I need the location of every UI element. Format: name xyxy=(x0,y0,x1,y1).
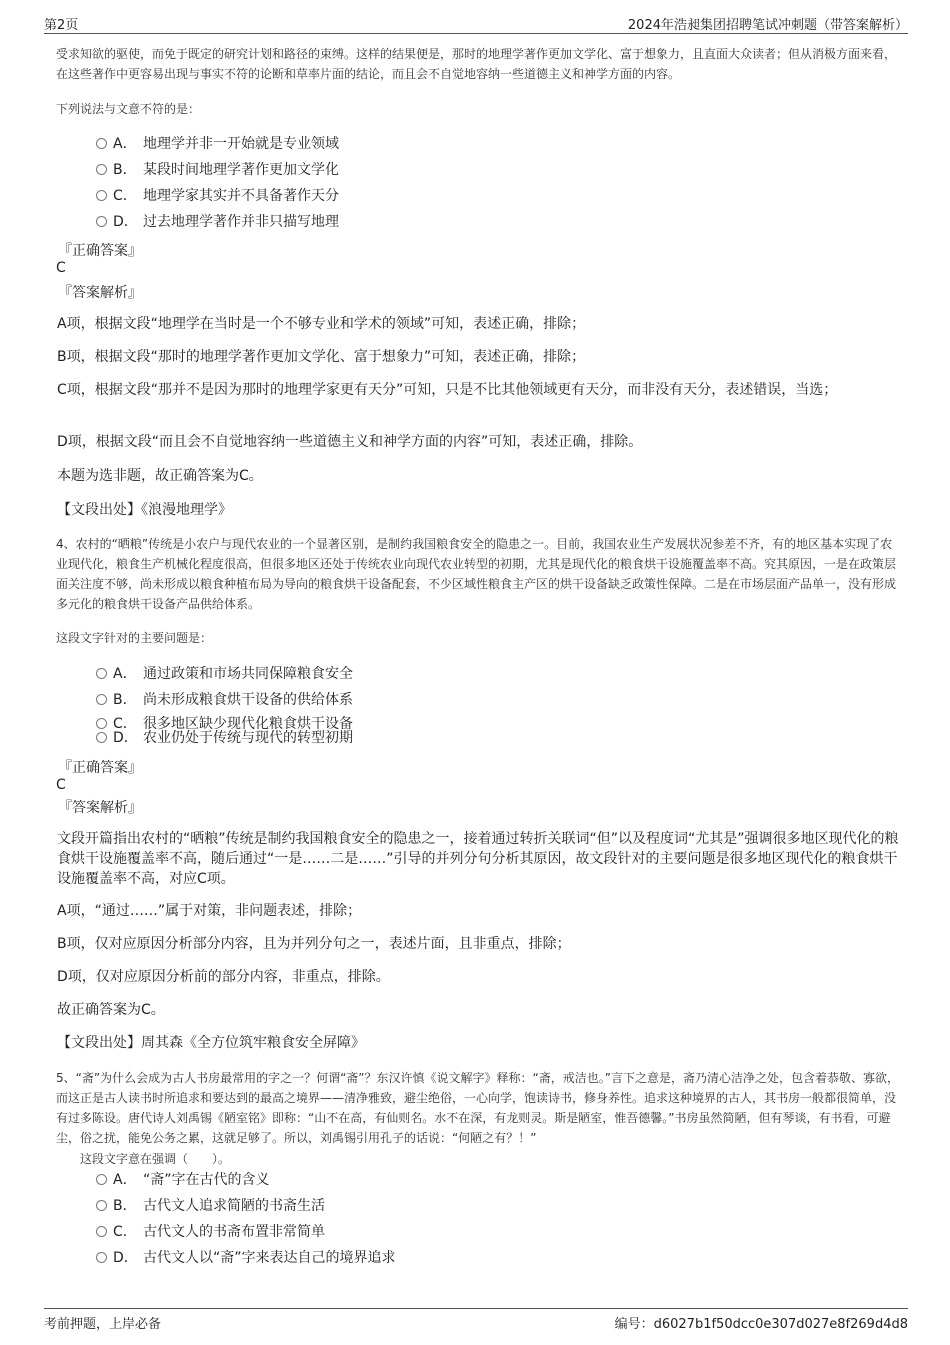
q4-passage: 4、农村的“晒粮”传统是小农户与现代农业的一个显著区别，是制约我国粮食安全的隐患之一。目前，我国农业生产发展状况参差不齐，有的地区基本实现了农业现代化，粮食生产机械化程度很高，但很多地区还处于传统农业向现代农业转型的初期，尤其是现代化的粮食烘干设施覆盖率不高。究其原因，一是在政策层面关注度不够，尚未形成以粮食种植布局为导向的粮食烘干设备配套，不少区域性粮食主产区的烘干设备缺乏政策性保障。二是在市场层面产品单一，没有形成多元化的粮食烘干设备产品供给体系。 xyxy=(56,537,897,611)
q3-option-b[interactable]: B． 某段时间地理学著作更加文学化 xyxy=(96,160,339,180)
q3-passage: 受求知欲的驱使，而免于既定的研究计划和路径的束缚。这样的结果便是，那时的地理学著作更加文学化、富于想象力，且直面大众读者；但从消极方面来看，在这些著作中更容易出现与事实不符的论断和草率片面的结论，而且会不自觉地容纳一些道德主义和神学方面的内容。 xyxy=(56,47,897,81)
q4-prompt: 这段文字针对的主要问题是： xyxy=(56,631,213,645)
page-header xyxy=(0,0,950,36)
q4-option-a[interactable]: A． 通过政策和市场共同保障粮食安全 xyxy=(96,664,353,684)
radio-icon[interactable] xyxy=(96,190,107,201)
q4-analysis-label: 『答案解析』 xyxy=(58,800,142,816)
radio-icon[interactable] xyxy=(96,694,107,705)
q5-option-c[interactable]: C． 古代文人的书斋布置非常简单 xyxy=(96,1222,325,1242)
q3-option-d[interactable]: D． 过去地理学著作并非只描写地理 xyxy=(96,212,339,232)
q5-passage: 5、“斋”为什么会成为古人书房最常用的字之一？何谓“斋”？东汉许慎《说文解字》释称：“斋，戒洁也。”言下之意是，斋乃清心洁净之处，包含着恭敬、寡欲，而这正是古人读书时所追求和要达到的最高之境界——清净雅致，避尘绝俗，一心向学，饱读诗书，修身养性。追求这种境界的古人，其书房一般都很简单，没有过多陈设。唐代诗人刘禹锡《陋室铭》即称：“山不在高，有仙则名。水不在深，有龙则灵。斯是陋室，惟吾德馨。”书房虽然简陋，但有琴谈，有书看，可避尘，俗之扰，能免公务之累，这就足够了。所以，刘禹锡引用孔子的话说：“何陋之有？！” xyxy=(56,1071,899,1145)
footer-slogan: 考前押题，上岸必备 xyxy=(44,1317,162,1332)
q3-analysis-a: A项，根据文段“地理学在当时是一个不够专业和学术的领域”可知，表述正确，排除； xyxy=(57,316,586,332)
radio-icon[interactable] xyxy=(96,1174,107,1185)
q4-analysis-a: A项，“通过……”属于对策，非问题表述，排除； xyxy=(57,903,362,919)
q4-option-c[interactable]: C． 很多地区缺少现代化粮食烘干设备 xyxy=(96,714,353,734)
q3-analysis-d: D项，根据文段“而且会不自觉地容纳一些道德主义和神学方面的内容”可知，表述正确，排除。 xyxy=(57,434,643,450)
radio-icon[interactable] xyxy=(96,138,107,149)
q3-answer: C xyxy=(56,260,66,276)
q3-conclusion: 本题为选非题，故正确答案为C。 xyxy=(57,468,263,484)
q4-analysis-d: D项，仅对应原因分析前的部分内容，非重点，排除。 xyxy=(57,969,390,985)
q5-prompt: 这段文字意在强调（ ）。 xyxy=(80,1152,231,1166)
q3-option-c[interactable]: C． 地理学家其实并不具备著作天分 xyxy=(96,186,339,206)
q5-option-d[interactable]: D． 古代文人以“斋”字来表达自己的境界追求 xyxy=(96,1248,396,1268)
q5-option-a[interactable]: A． “斋”字在古代的含义 xyxy=(96,1170,270,1190)
q3-answer-label: 『正确答案』 xyxy=(58,243,142,259)
page-number: 第2页 xyxy=(44,18,79,33)
radio-icon[interactable] xyxy=(96,732,107,743)
q3-source: 【文段出处】《浪漫地理学》 xyxy=(57,502,232,518)
radio-icon[interactable] xyxy=(96,164,107,175)
q5-option-b[interactable]: B． 古代文人追求简陋的书斋生活 xyxy=(96,1196,325,1216)
footer-divider xyxy=(44,1308,908,1309)
q4-conclusion: 故正确答案为C。 xyxy=(57,1002,165,1018)
q4-option-b[interactable]: B． 尚未形成粮食烘干设备的供给体系 xyxy=(96,690,353,710)
q3-prompt: 下列说法与文意不符的是： xyxy=(56,102,201,116)
q4-answer: C xyxy=(56,777,66,793)
radio-icon[interactable] xyxy=(96,1200,107,1211)
q4-source: 【文段出处】周其森《全方位筑牢粮食安全屏障》 xyxy=(57,1035,365,1051)
q4-analysis-main: 文段开篇指出农村的“晒粮”传统是制约我国粮食安全的隐患之一，接着通过转折关联词“但”以及程度词“尤其是”强调很多地区现代化的粮食烘干设施覆盖率不高，随后通过“一是……二是……”引导的并列分句分析其原因，故文段针对的主要问题是很多地区现代化的粮食烘干设施覆盖率不高，对应C项。 xyxy=(57,831,899,887)
q4-option-d[interactable]: D． 农业仍处于传统与现代的转型初期 xyxy=(96,728,353,748)
q3-analysis-label: 『答案解析』 xyxy=(58,285,142,301)
document-title: 2024年浩昶集团招聘笔试冲刺题（带答案解析） xyxy=(627,18,908,33)
q4-analysis-b: B项，仅对应原因分析部分内容，且为并列分句之一，表述片面，且非重点，排除； xyxy=(57,936,571,952)
radio-icon[interactable] xyxy=(96,1226,107,1237)
radio-icon[interactable] xyxy=(96,216,107,227)
radio-icon[interactable] xyxy=(96,1252,107,1263)
radio-icon[interactable] xyxy=(96,668,107,679)
document-code: 编号：d6027b1f50dcc0e307d027e8f269d4d8 xyxy=(614,1317,908,1332)
header-divider xyxy=(44,33,908,34)
q4-answer-label: 『正确答案』 xyxy=(58,760,142,776)
q3-analysis-c: C项，根据文段“那并不是因为那时的地理学家更有天分”可知，只是不比其他领域更有天分，而非没有天分，表述错误，当选； xyxy=(57,382,838,398)
q3-analysis-b: B项，根据文段“那时的地理学著作更加文学化、富于想象力”可知，表述正确，排除； xyxy=(57,349,586,365)
q3-option-a[interactable]: A． 地理学并非一开始就是专业领域 xyxy=(96,134,339,154)
